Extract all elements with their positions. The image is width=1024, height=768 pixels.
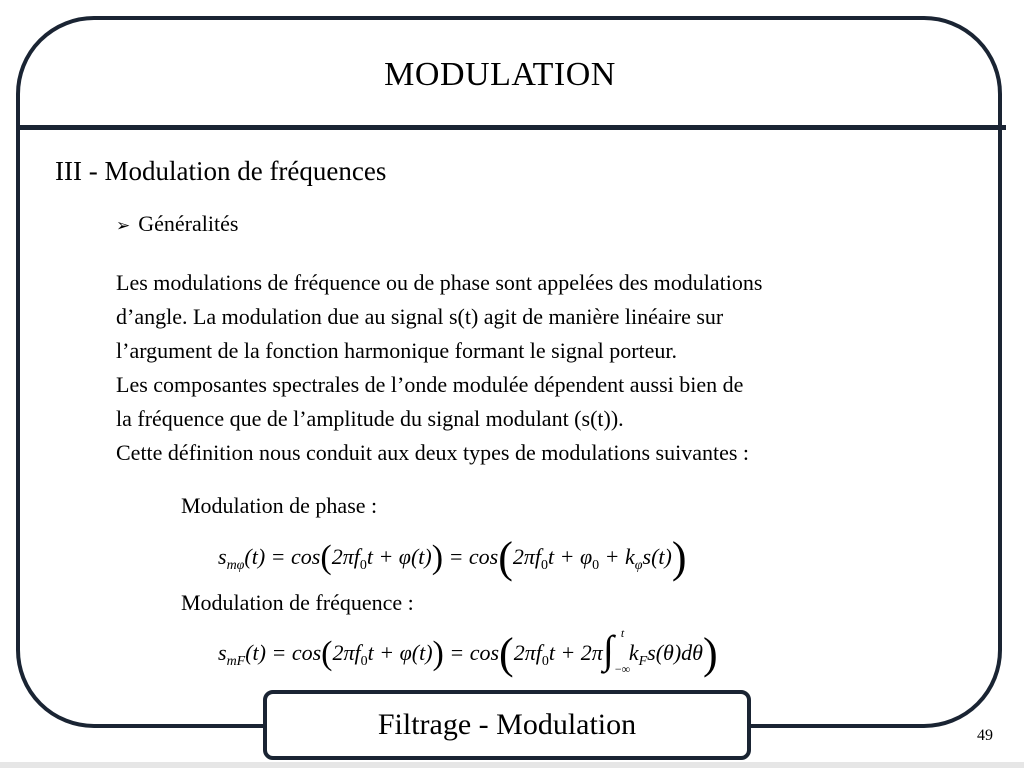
- integral-lower-bound: −∞: [614, 662, 631, 676]
- eq-part: 2πf: [332, 640, 361, 665]
- integral-sign: ∫ t −∞: [602, 626, 631, 676]
- eq-part: 2πf: [512, 544, 542, 569]
- eq-part: s(t): [642, 544, 672, 569]
- body-line: la fréquence que de l’amplitude du signal modulant (s(t)).: [116, 406, 624, 431]
- phase-modulation-label: Modulation de phase :: [181, 493, 378, 518]
- eq-part: t + 2π: [548, 640, 603, 665]
- slide-title: MODULATION: [384, 56, 616, 93]
- eq-part: + k: [599, 544, 635, 569]
- eq-subscript: 0: [541, 558, 549, 573]
- footer-box: [263, 690, 751, 760]
- eq-subscript: 0: [541, 654, 549, 669]
- body-line: l’argument de la fonction harmonique formant le signal porteur.: [116, 338, 678, 363]
- eq-part: k: [628, 640, 639, 665]
- eq-part: 2πf: [513, 640, 542, 665]
- body-line: Les composantes spectrales de l’onde modulée dépendent aussi bien de: [116, 372, 744, 397]
- body-line: d’angle. La modulation due au signal s(t) agit de manière linéaire sur: [116, 304, 724, 329]
- eq-symbol: s: [218, 640, 227, 665]
- eq-part: t + φ(t): [366, 544, 432, 569]
- eq-part: = cos: [443, 544, 499, 569]
- eq-subscript: 0: [360, 654, 368, 669]
- eq-part: s(θ)dθ: [647, 640, 703, 665]
- header-divider: [16, 125, 1006, 130]
- phase-modulation-equation: $s_{m\varphi}(t) = \cos(2\pi f_0t + \varphi(t)) = \cos(2\pi f_0t + \varphi_0 + k_\varphi s(t))$: [218, 533, 687, 582]
- eq-subscript: φ: [634, 558, 643, 573]
- eq-subscript: mφ: [226, 558, 245, 573]
- footer-title: Filtrage - Modulation: [377, 708, 637, 741]
- eq-part: 2πf: [331, 544, 360, 569]
- body-line: Les modulations de fréquence ou de phase sont appelées des modulations: [116, 270, 763, 295]
- body-line: Cette définition nous conduit aux deux types de modulations suivantes :: [116, 440, 750, 465]
- eq-part: = cos: [443, 640, 500, 665]
- arrow-right-icon: ➢: [116, 216, 131, 236]
- bullet-generalites: [116, 211, 238, 237]
- bottom-strip: [0, 762, 1024, 768]
- eq-subscript: 0: [359, 558, 367, 573]
- integral-upper-bound: t: [620, 626, 625, 640]
- frequency-modulation-label: Modulation de fréquence :: [181, 590, 414, 615]
- eq-part: t + φ(t): [367, 640, 433, 665]
- eq-part: t + φ: [548, 544, 593, 569]
- eq-part: (t) = cos: [244, 544, 321, 569]
- bullet-label: Généralités: [138, 211, 239, 236]
- eq-subscript: F: [638, 654, 648, 669]
- body-paragraph: [116, 266, 976, 470]
- eq-symbol: s: [218, 544, 227, 569]
- page-number: 49: [977, 727, 993, 744]
- frequency-modulation-equation: $s_{mF}(t) = \cos(2\pi f_0t + \varphi(t)) = \cos(2\pi f_0t + 2\pi$ ∫ t −∞ $k_Fs(\theta)d\theta$): [218, 626, 718, 678]
- eq-subscript: mF: [226, 654, 246, 669]
- section-heading: III - Modulation de fréquences: [55, 156, 387, 186]
- eq-subscript: 0: [592, 558, 600, 573]
- eq-part: (t) = cos: [245, 640, 322, 665]
